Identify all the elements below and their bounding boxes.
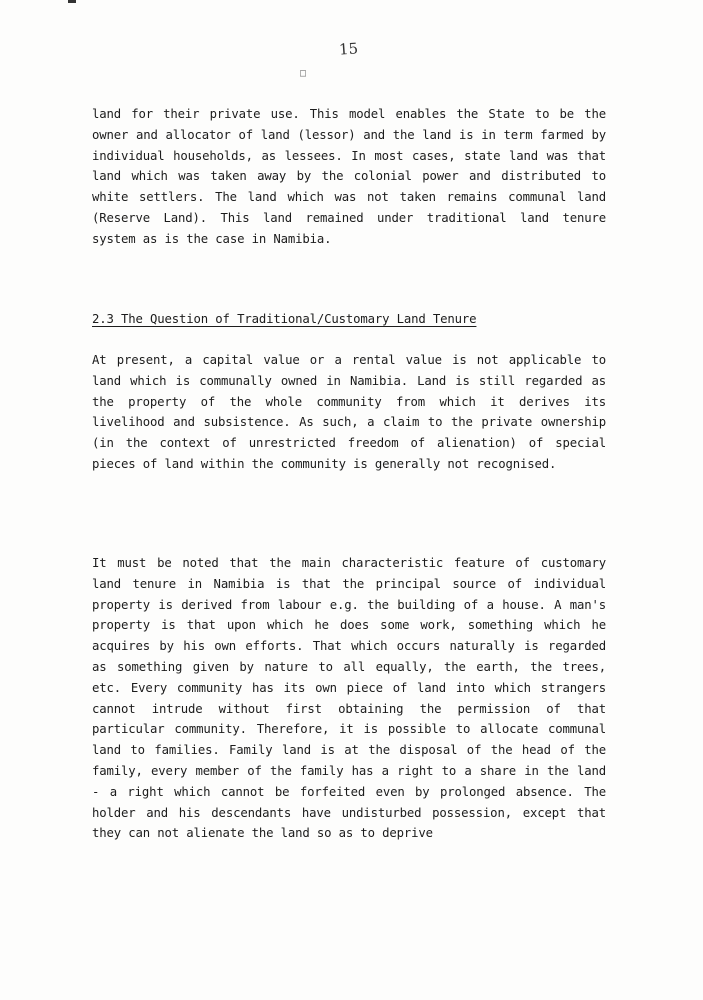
paragraph-state-land: land for their private use. This model enables the State to be the owner and allocator of land (lessor) and the land is in term farmed by individual households, as lessees. In most cases, state land was that land which was taken away by the colonial power and distributed to white settlers. The land which was not taken remains communal land (Reserve Land). This land remained under traditional land tenure system as is the case in Namibia. [92,107,606,246]
paragraph-customary-tenure: It must be noted that the main characteristic feature of customary land tenure in Namibia is that the principal source of individual property is derived from labour e.g. the building of a house. A man's property is that upon which he does some work, something which he acquires by his own efforts. That which occurs naturally is regarded as something given by nature to all equally, the earth, the trees, etc. Every community has its own piece of land into which strangers cannot intrude without first obtaining the permission of that particular community. Therefore, it is possible to allocate communal land to families. Family land is at the disposal of the head of the family, every member of the family has a right to a share in the land - a right which cannot be forfeited even by prolonged absence. The holder and his descendants have undisturbed possession, except that they can not alienate the land so as to deprive [92,556,606,841]
section-heading: 2.3 The Question of Traditional/Customary Land Tenure [92,312,477,326]
handwritten-page-number: 15 [338,39,359,59]
stray-mark: □ [300,68,307,79]
paragraph-communal-ownership: At present, a capital value or a rental value is not applicable to land which is communally owned in Namibia. Land is still regarded as the property of the whole community from which it derives its livelihood and subsistence. As such, a claim to the private ownership (in the context of unrestricted freedom of alienation) of special pieces of land within the community is generally not recognised. [92,353,606,471]
scan-corner-mark [68,0,76,3]
